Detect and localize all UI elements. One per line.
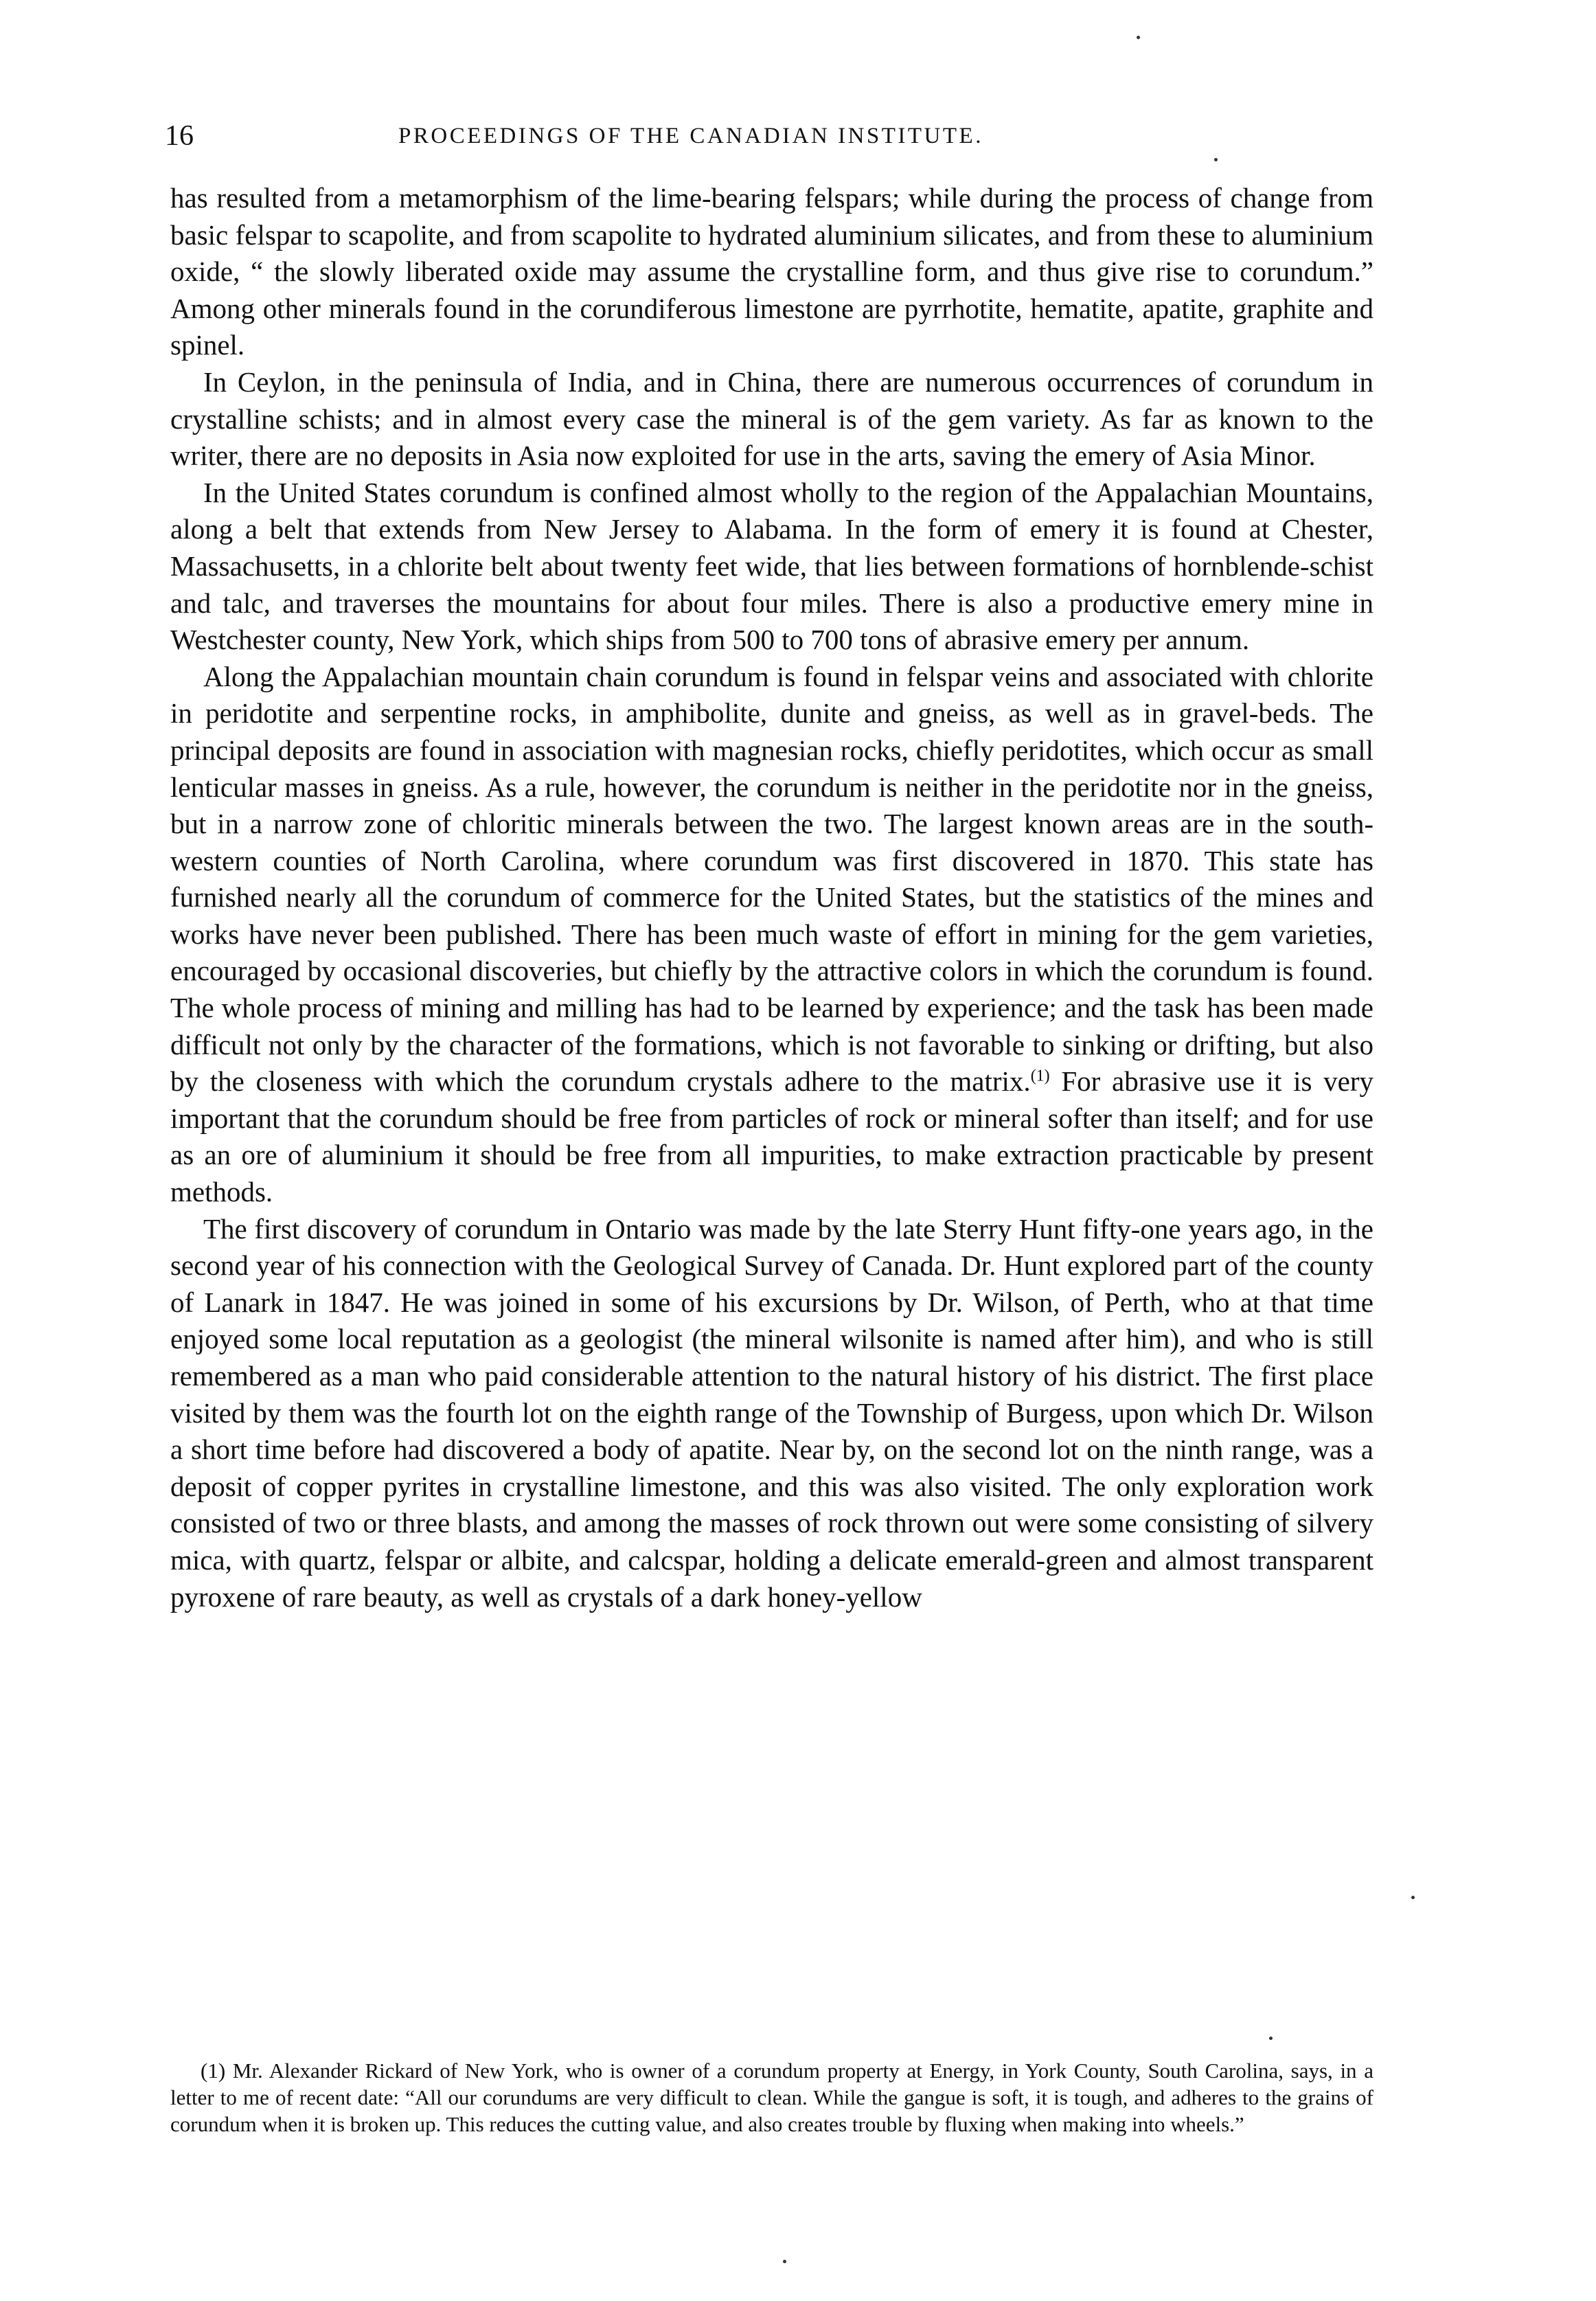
scan-speck bbox=[783, 2260, 786, 2263]
paragraph-appalachian bbox=[170, 659, 1373, 1211]
paragraph-appalachian-text: Along the Appalachian mountain chain corundum is found in felspar veins and associated with chlorite in peridotite and serpentine rocks, in amphibolite, dunite and gneiss, as well as in gravel-beds. The principal deposits are found in association with magnesian rocks, chiefly peridotites, which occur as small lenticular masses in gneiss. As a rule, however, the corundum is neither in the peridotite nor in the gneiss, but in a narrow zone of chloritic minerals between the two. The largest known areas are in the south-western counties of North Carolina, where corundum was first discovered in 1870. This state has furnished nearly all the corundum of commerce for the United States, but the statistics of the mines and works have never been published. There has been much waste of effort in mining for the gem varieties, encouraged by occasional discoveries, but chiefly by the attractive colors in which the corundum is found. The whole process of mining and milling has had to be learned by experience; and the task has been made difficult not only by the character of the formations, which is not favorable to sinking or drifting, but also by the closeness with which the corundum crystals adhere to the matrix. bbox=[170, 660, 1373, 1098]
paragraph-united-states: In the United States corundum is confined almost wholly to the region of the Appalachian Mountains, along a belt that extends from New Jersey to Alabama. In the form of emery it is found at Chester, Massachusetts, in a chlorite belt about twenty feet wide, that lies between formations of hornblende-schist and talc, and traverses the mountains for about four miles. There is also a productive emery mine in Westchester county, New York, which ships from 500 to 700 tons of abrasive emery per annum. bbox=[170, 476, 1373, 656]
running-head: PROCEEDINGS OF THE CANADIAN INSTITUTE. bbox=[398, 124, 983, 148]
paragraph-ceylon: In Ceylon, in the peninsula of India, and in China, there are numerous occurrences of corundum in crystalline schists; and in almost every case the mineral is of the gem variety. As far as known to the writer, there are no deposits in Asia now exploited for use in the arts, saving the emery of Asia Minor. bbox=[170, 365, 1373, 472]
page-header bbox=[165, 115, 1401, 157]
scan-speck bbox=[1269, 2037, 1273, 2040]
body-text bbox=[170, 180, 1373, 1616]
paragraph-ontario: The first discovery of corundum in Ontario was made by the late Sterry Hunt fifty-one years ago, in the second year of his connection with the Geological Survey of Canada. Dr. Hunt explored part of the county of Lanark in 1847. He was joined in some of his excursions by Dr. Wilson, of Perth, who at that time enjoyed some local reputation as a geologist (the mineral wilsonite is named after him), and who is still remembered as a man who paid considerable attention to the natural history of his district. The first place visited by them was the fourth lot on the eighth range of the Township of Burgess, upon which Dr. Wilson a short time before had discovered a body of apatite. Near by, on the second lot on the ninth range, was a deposit of copper pyrites in crystalline limestone, and this was also visited. The only exploration work consisted of two or three blasts, and among the masses of rock thrown out were some consisting of silvery mica, with quartz, felspar or albite, and calcspar, holding a delicate emerald-green and almost transparent pyroxene of rare beauty, as well as crystals of a dark honey-yellow bbox=[170, 1212, 1373, 1613]
paragraph-abrasive-text: For abrasive use it is very important that the corundum should be free from particles of rock or mineral softer than itself; and for use as an ore of aluminium it should be free from all impurities, to make extraction practicable by present methods. bbox=[170, 1065, 1374, 1208]
scan-speck bbox=[1137, 36, 1140, 39]
footnote: (1) Mr. Alexander Rickard of New York, who is owner of a corundum property at Energy, in York County, South Carolina, says, in a letter to me of recent date: “All our corundums are very difficult to clean. While the gangue is soft, it is tough, and adheres to the grains of corundum when it is broken up. This reduces the cutting value, and also creates trouble by fluxing when making into wheels.” bbox=[170, 2059, 1373, 2136]
footnote-reference: (1) bbox=[1030, 1067, 1050, 1085]
scan-speck bbox=[1214, 158, 1218, 161]
paragraph-continued: has resulted from a metamorphism of the lime-bearing felspars; while during the process of change from basic felspar to scapolite, and from scapolite to hydrated aluminium silicates, and from these to aluminium oxide, “ the slowly liberated oxide may assume the crystalline form, and thus give rise to corundum.” Among other minerals found in the corundiferous limestone are pyrrhotite, hematite, apatite, graphite and spinel. bbox=[170, 182, 1373, 361]
page-number: 16 bbox=[165, 120, 194, 152]
scan-speck bbox=[1411, 1896, 1415, 1899]
